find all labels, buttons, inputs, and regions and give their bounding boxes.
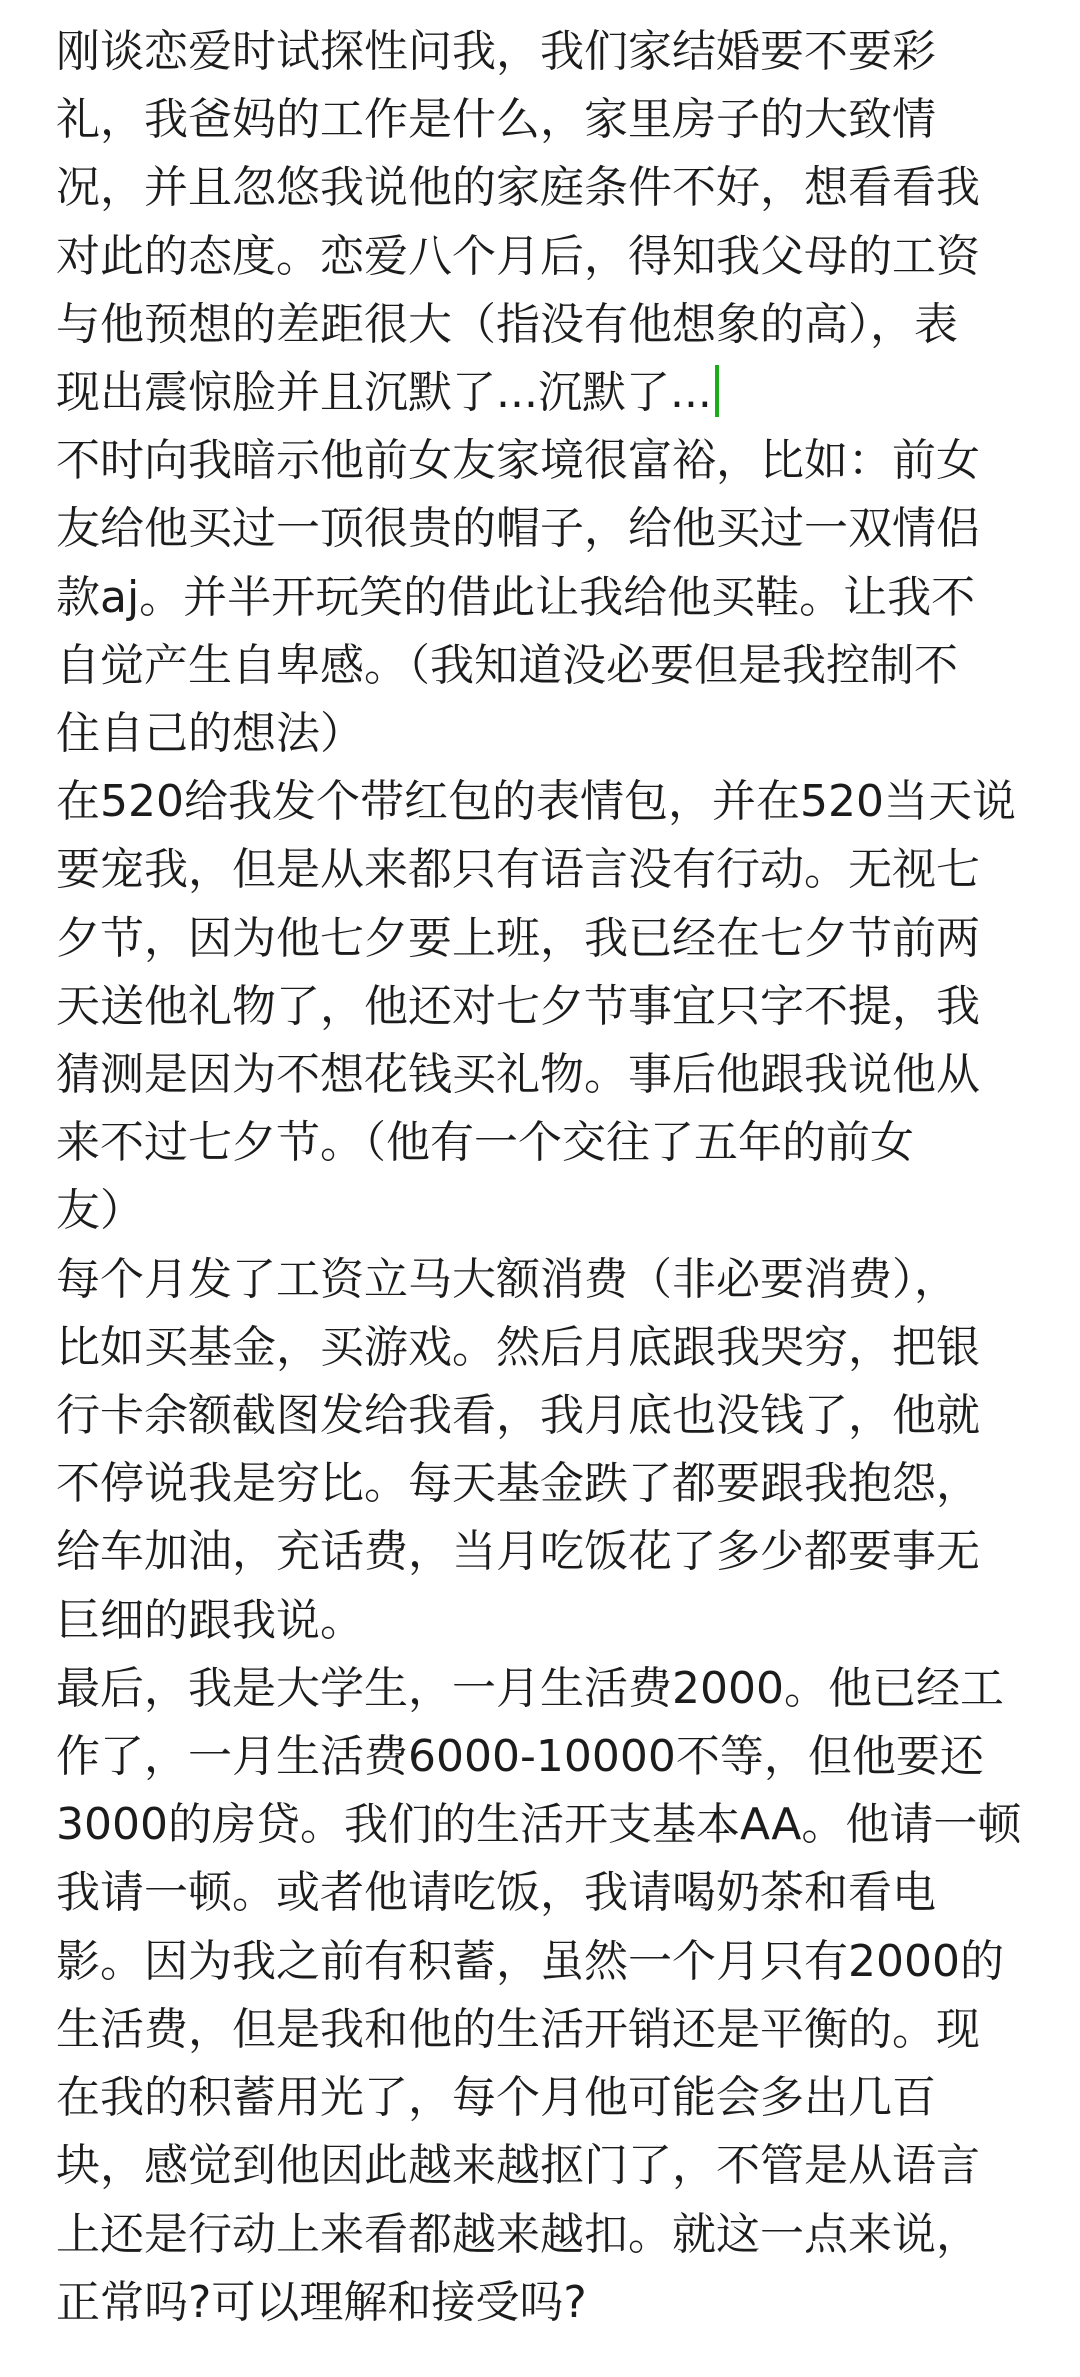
text-line: 最后，我是大学生，一月生活费2000。他已经工 <box>56 1662 1004 1714</box>
text-editor[interactable] <box>56 18 1032 2337</box>
text-line: 在520给我发个带红包的表情包，并在520当天说 <box>56 776 1016 828</box>
text-line: 款aj。并半开玩笑的借此让我给他买鞋。让我不 <box>56 571 976 623</box>
text-line: 与他预想的差距很大（指没有他想象的高），表 <box>56 298 958 350</box>
paragraph-4 <box>56 1246 1032 1655</box>
text-line: 友） <box>56 1185 144 1237</box>
text-line: 每个月发了工资立马大额消费（非必要消费）， <box>56 1253 958 1305</box>
text-caret <box>715 365 719 417</box>
text-line: 影。因为我之前有积蓄，虽然一个月只有2000的 <box>56 1935 1004 1987</box>
text-line: 礼，我爸妈的工作是什么，家里房子的大致情 <box>56 94 936 146</box>
text-line: 对此的态度。恋爱八个月后，得知我父母的工资 <box>56 230 980 282</box>
text-line: 块，感觉到他因此越来越抠门了，不管是从语言 <box>56 2140 980 2192</box>
text-line: 要宠我，但是从来都只有语言没有行动。无视七 <box>56 844 980 896</box>
text-line: 夕节，因为他七夕要上班，我已经在七夕节前两 <box>56 912 980 964</box>
text-line: 行卡余额截图发给我看，我月底也没钱了，他就 <box>56 1390 980 1442</box>
text-line: 刚谈恋爱时试探性问我，我们家结婚要不要彩 <box>56 26 936 77</box>
text-line: 上还是行动上来看都越来越扣。就这一点来说， <box>56 2208 980 2260</box>
text-line: 不时向我暗示他前女友家境很富裕，比如：前女 <box>56 435 980 487</box>
text-line: 住自己的想法） <box>56 708 364 760</box>
paragraph-3 <box>56 768 1032 1245</box>
text-line: 天送他礼物了，他还对七夕节事宜只字不提，我 <box>56 980 980 1032</box>
text-line: 生活费，但是我和他的生活开销还是平衡的。现 <box>56 2003 980 2055</box>
text-line: 在我的积蓄用光了，每个月他可能会多出几百 <box>56 2072 936 2124</box>
text-line: 猜测是因为不想花钱买礼物。事后他跟我说他从 <box>56 1049 980 1101</box>
paragraph-2 <box>56 427 1032 768</box>
text-line: 现出震惊脸并且沉默了...沉默了... <box>56 367 712 419</box>
text-line-with-caret <box>56 359 1032 427</box>
text-line: 巨细的跟我说。 <box>56 1594 364 1646</box>
text-line: 不停说我是穷比。每天基金跌了都要跟我抱怨， <box>56 1458 980 1510</box>
text-line: 正常吗?可以理解和接受吗? <box>56 2276 587 2328</box>
paragraph-5 <box>56 1655 1032 2337</box>
text-line: 3000的房贷。我们的生活开支基本AA。他请一顿 <box>56 1799 1022 1851</box>
text-line: 作了，一月生活费6000-10000不等，但他要还 <box>56 1731 984 1783</box>
text-line: 我请一顿。或者他请吃饭，我请喝奶茶和看电 <box>56 1867 936 1919</box>
text-line: 给车加油，充话费，当月吃饭花了多少都要事无 <box>56 1526 980 1578</box>
text-line: 友给他买过一顶很贵的帽子，给他买过一双情侣 <box>56 503 980 555</box>
text-line: 来不过七夕节。（他有一个交往了五年的前女 <box>56 1117 914 1169</box>
text-line: 比如买基金，买游戏。然后月底跟我哭穷，把银 <box>56 1321 980 1373</box>
text-line: 自觉产生自卑感。（我知道没必要但是我控制不 <box>56 639 958 691</box>
text-line: 况，并且忽悠我说他的家庭条件不好，想看看我 <box>56 162 980 214</box>
paragraph-1 <box>56 18 1032 427</box>
